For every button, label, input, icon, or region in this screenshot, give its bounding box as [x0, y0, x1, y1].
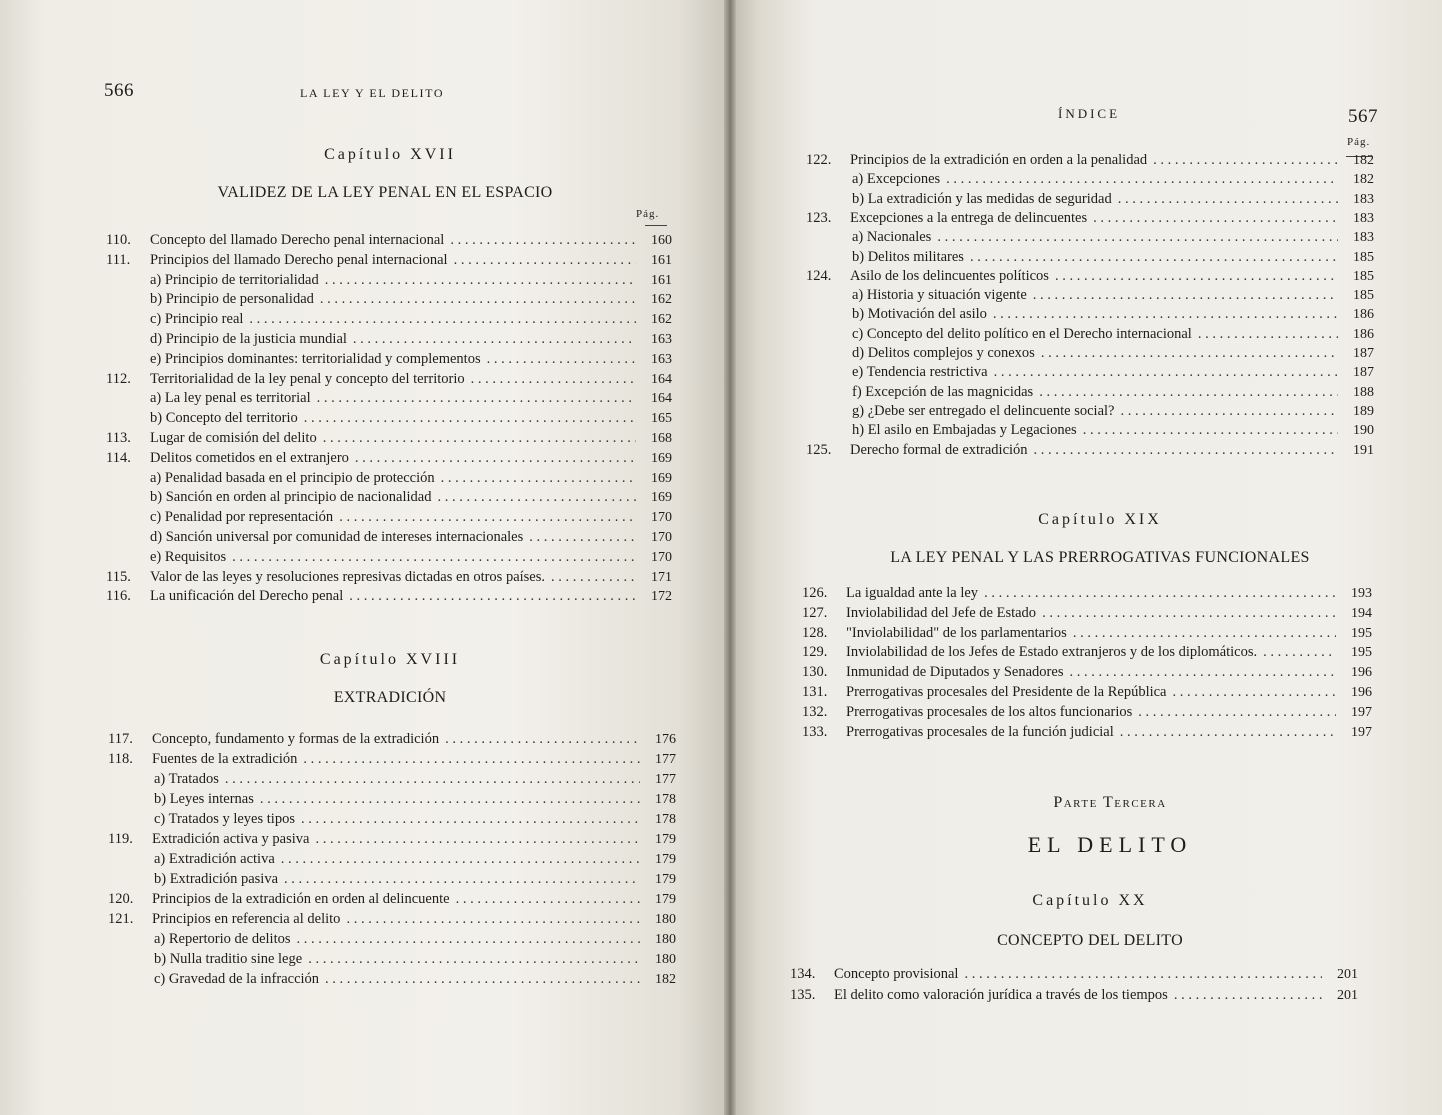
- entry-title: Prerrogativas procesales del Presidente de la República: [846, 684, 1167, 700]
- entry-number: 114.: [106, 449, 131, 466]
- entry-number: 131.: [802, 684, 828, 700]
- entry-number: 117.: [108, 731, 133, 747]
- toc-entry: [108, 891, 676, 911]
- toc-entry: [852, 171, 1374, 191]
- entry-number: 129.: [802, 644, 828, 661]
- leader-dots: [994, 364, 1338, 381]
- entry-page-number: 170: [651, 510, 672, 526]
- leader-dots: [1138, 704, 1336, 721]
- entry-page-number: 170: [651, 549, 672, 565]
- entry-page-number: 196: [1351, 665, 1372, 681]
- entry-title: b) Sanción en orden al principio de nacionalidad: [150, 489, 432, 506]
- leader-dots: [249, 311, 636, 328]
- entry-title: e) Tendencia restrictiva: [852, 364, 988, 381]
- toc-entry: [802, 684, 1372, 704]
- chapter-heading: Capítulo XX: [1032, 892, 1148, 909]
- leader-dots: [325, 971, 640, 988]
- toc-entry: [150, 291, 672, 311]
- chapter-heading: Capítulo XIX: [1038, 511, 1162, 528]
- entry-number: 133.: [802, 723, 828, 740]
- toc-entry: [106, 450, 672, 470]
- toc-entry: [154, 851, 676, 871]
- toc-entry: [154, 971, 676, 991]
- toc-entry: [790, 966, 1358, 986]
- entry-title: h) El asilo en Embajadas y Legaciones: [852, 422, 1077, 439]
- entry-title: c) Concepto del delito político en el Derecho internacional: [852, 325, 1192, 342]
- leader-dots: [260, 791, 640, 808]
- entry-page-number: 197: [1351, 724, 1372, 740]
- entry-page-number: 180: [655, 932, 676, 947]
- entry-page-number: 194: [1351, 605, 1372, 621]
- entry-number: 125.: [806, 441, 832, 458]
- toc-entry: [790, 987, 1358, 1007]
- toc-entry: [852, 229, 1374, 249]
- entry-page-number: 180: [655, 912, 676, 927]
- entry-page-number: 178: [655, 812, 676, 827]
- toc-entry: [150, 311, 672, 331]
- toc-entry: [106, 371, 672, 391]
- entry-title: Concepto, fundamento y formas de la extradición: [152, 731, 440, 747]
- entry-page-number: 180: [655, 952, 676, 967]
- entry-page-number: 186: [1353, 326, 1374, 342]
- leader-dots: [471, 371, 636, 388]
- entry-title: c) Penalidad por representación: [150, 509, 334, 526]
- toc-entry: [154, 871, 676, 891]
- entry-page-number: 193: [1351, 586, 1372, 601]
- toc-entry: [150, 549, 672, 569]
- toc-entry: [150, 470, 672, 490]
- running-head: LA LEY Y EL DELITO: [300, 86, 445, 100]
- entry-page-number: 185: [1353, 249, 1374, 265]
- toc-entry: [802, 644, 1372, 664]
- leader-dots: [529, 529, 636, 546]
- entry-number: 119.: [108, 831, 133, 847]
- page-column-rule: [645, 225, 667, 226]
- leader-dots: [225, 771, 640, 788]
- entry-title: Extradición activa y pasiva: [152, 831, 310, 847]
- leader-dots: [297, 931, 641, 948]
- entry-title: a) Penalidad basada en el principio de protección: [150, 469, 435, 486]
- entry-title: Concepto del llamado Derecho penal internacional: [150, 232, 445, 248]
- right-page: [730, 0, 1442, 1115]
- entry-number: 110.: [106, 232, 131, 248]
- entry-page-number: 162: [651, 312, 672, 328]
- toc-entry: [806, 210, 1374, 230]
- entry-title: a) Principio de territorialidad: [150, 271, 319, 288]
- toc-entry: [852, 287, 1374, 307]
- entry-number: 123.: [806, 209, 832, 226]
- entry-number: 135.: [790, 986, 816, 1003]
- entry-page-number: 191: [1353, 442, 1374, 458]
- leader-dots: [232, 549, 636, 566]
- entry-number: 127.: [802, 604, 828, 621]
- chapter-title: VALIDEZ DE LA LEY PENAL EN EL ESPACIO: [217, 184, 553, 201]
- toc-entry: [852, 364, 1374, 384]
- leader-dots: [1069, 664, 1336, 681]
- leader-dots: [1042, 605, 1336, 622]
- toc-entry: [106, 430, 672, 450]
- leader-dots: [301, 811, 640, 828]
- entry-title: Prerrogativas procesales de los altos funcionarios: [846, 703, 1133, 720]
- toc-entry: [802, 704, 1372, 724]
- leader-dots: [1153, 152, 1338, 169]
- entry-title: b) Extradición pasiva: [154, 871, 279, 887]
- entry-title: a) Repertorio de delitos: [154, 931, 291, 947]
- toc-entry: [802, 724, 1372, 744]
- toc-entry: [150, 331, 672, 351]
- toc-entry: [154, 771, 676, 791]
- entry-title: a) Extradición activa: [154, 851, 275, 867]
- entry-page-number: 195: [1351, 645, 1372, 661]
- entry-page-number: 182: [1353, 172, 1374, 188]
- leader-dots: [454, 252, 636, 269]
- leader-dots: [1174, 987, 1322, 1004]
- entry-page-number: 182: [655, 972, 676, 987]
- entry-title: Prerrogativas procesales de la función judicial: [846, 723, 1114, 740]
- toc-entry: [802, 664, 1372, 684]
- leader-dots: [1039, 384, 1338, 401]
- entry-page-number: 171: [651, 569, 672, 585]
- entry-title: c) Tratados y leyes tipos: [154, 811, 295, 827]
- toc-entry: [108, 731, 676, 751]
- entry-title: Delitos cometidos en el extranjero: [150, 449, 349, 466]
- entry-title: Principios del llamado Derecho penal internacional: [150, 251, 448, 268]
- leader-dots: [450, 232, 636, 249]
- entry-number: 126.: [802, 585, 828, 601]
- entry-number: 118.: [108, 751, 133, 767]
- entry-number: 121.: [108, 911, 134, 927]
- entry-page-number: 185: [1353, 268, 1374, 284]
- toc-entry: [802, 605, 1372, 625]
- toc-entry: [806, 442, 1374, 462]
- toc-entry: [106, 588, 672, 608]
- entry-title: Derecho formal de extradición: [850, 441, 1028, 458]
- entry-title: "Inviolabilidad" de los parlamentarios: [846, 624, 1067, 641]
- entry-page-number: 179: [655, 872, 676, 887]
- entry-title: a) Tratados: [154, 771, 219, 787]
- leader-dots: [1083, 422, 1338, 439]
- entry-page-number: 164: [651, 391, 672, 407]
- entry-number: 111.: [106, 251, 131, 268]
- toc-entry: [154, 791, 676, 811]
- toc-entry: [154, 811, 676, 831]
- entry-number: 115.: [106, 568, 131, 585]
- leader-dots: [993, 306, 1338, 323]
- chapter-title: EXTRADICIÓN: [333, 689, 447, 706]
- leader-dots: [1263, 644, 1336, 661]
- leader-dots: [353, 331, 636, 348]
- entry-page-number: 165: [651, 411, 672, 427]
- entry-page-number: 163: [651, 351, 672, 367]
- leader-dots: [281, 851, 640, 868]
- entry-page-number: 196: [1351, 685, 1372, 700]
- entry-page-number: 164: [651, 371, 672, 387]
- entry-title: e) Requisitos: [150, 548, 227, 565]
- entry-page-number: 163: [651, 332, 672, 347]
- leader-dots: [1033, 287, 1338, 304]
- entry-title: Territorialidad de la ley penal y concepto del territorio: [150, 370, 465, 387]
- toc-entry: [852, 422, 1374, 442]
- part-title: EL DELITO: [1027, 832, 1193, 857]
- toc-entry: [106, 569, 672, 589]
- toc-entry: [108, 751, 676, 771]
- leader-dots: [325, 272, 636, 289]
- entry-page-number: 179: [655, 832, 676, 847]
- toc-entry: [108, 831, 676, 851]
- entry-title: c) Principio real: [150, 311, 244, 328]
- entry-number: 124.: [806, 267, 832, 284]
- entry-page-number: 195: [1351, 625, 1372, 641]
- leader-dots: [303, 751, 640, 768]
- leader-dots: [964, 966, 1322, 983]
- entry-title: La unificación del Derecho penal: [150, 588, 344, 605]
- entry-page-number: 187: [1353, 365, 1374, 381]
- entry-title: Principios en referencia al delito: [152, 911, 341, 927]
- leader-dots: [1120, 724, 1336, 741]
- entry-title: Principios de la extradición en orden al delincuente: [152, 891, 450, 907]
- entry-title: g) ¿Debe ser entregado el delincuente social?: [852, 402, 1115, 419]
- entry-title: a) Nacionales: [852, 229, 932, 246]
- entry-title: b) Principio de personalidad: [150, 291, 314, 308]
- entry-number: 116.: [106, 588, 131, 605]
- toc-entry: [852, 249, 1374, 269]
- entry-page-number: 176: [655, 732, 676, 747]
- leader-dots: [1120, 403, 1338, 420]
- toc-entry: [154, 931, 676, 951]
- part-heading: Parte Tercera: [1053, 794, 1167, 811]
- entry-page-number: 183: [1353, 210, 1374, 226]
- toc-entry: [154, 951, 676, 971]
- leader-dots: [1034, 442, 1338, 459]
- entry-page-number: 185: [1353, 288, 1374, 304]
- leader-dots: [284, 871, 640, 888]
- toc-entry: [852, 403, 1374, 423]
- entry-title: Lugar de comisión del delito: [150, 430, 317, 446]
- toc-entry: [852, 326, 1374, 346]
- leader-dots: [1173, 684, 1337, 701]
- entry-title: Concepto provisional: [834, 966, 959, 982]
- entry-title: a) Excepciones: [852, 171, 941, 188]
- toc-entry: [802, 625, 1372, 645]
- entry-title: b) Motivación del asilo: [852, 306, 987, 323]
- entry-title: a) La ley penal es territorial: [150, 390, 311, 407]
- leader-dots: [339, 509, 636, 526]
- entry-title: Inviolabilidad del Jefe de Estado: [846, 604, 1037, 621]
- entry-title: e) Principios dominantes: territorialidad y complementos: [150, 350, 481, 367]
- entry-page-number: 187: [1353, 346, 1374, 361]
- leader-dots: [1093, 210, 1338, 227]
- entry-page-number: 179: [655, 852, 676, 867]
- entry-page-number: 169: [651, 450, 672, 466]
- page-column-label: Pág.: [636, 208, 660, 220]
- entry-title: b) Leyes internas: [154, 791, 254, 807]
- entry-title: f) Excepción de las magnicidas: [852, 383, 1034, 400]
- toc-entry: [852, 384, 1374, 404]
- entry-page-number: 186: [1353, 307, 1374, 323]
- entry-page-number: 169: [651, 470, 672, 486]
- entry-title: d) Sanción universal por comunidad de intereses internacionales: [150, 529, 524, 545]
- toc-entry: [106, 232, 672, 252]
- entry-number: 130.: [802, 664, 828, 681]
- toc-entry: [150, 529, 672, 549]
- entry-title: Valor de las leyes y resoluciones represivas dictadas en otros países.: [150, 568, 546, 585]
- book-gutter: [724, 0, 736, 1115]
- entry-page-number: 177: [655, 752, 676, 767]
- leader-dots: [445, 731, 640, 748]
- entry-title: b) Nulla traditio sine lege: [154, 951, 303, 967]
- leader-dots: [551, 569, 636, 586]
- entry-number: 122.: [806, 152, 832, 168]
- leader-dots: [308, 951, 640, 968]
- entry-number: 134.: [790, 966, 816, 982]
- leader-dots: [437, 489, 636, 506]
- leader-dots: [1118, 191, 1338, 208]
- toc-entry: [150, 509, 672, 529]
- toc-entry: [806, 268, 1374, 288]
- entry-title: d) Principio de la justicia mundial: [150, 331, 347, 347]
- toc-entry: [802, 585, 1372, 605]
- chapter-title: LA LEY PENAL Y LAS PRERROGATIVAS FUNCIONALES: [890, 549, 1310, 566]
- entry-title: Fuentes de la extradición: [152, 751, 298, 767]
- leader-dots: [1041, 345, 1338, 362]
- entry-number: 120.: [108, 891, 134, 907]
- entry-page-number: 188: [1353, 384, 1374, 400]
- toc-entry: [852, 345, 1374, 365]
- entry-page-number: 172: [651, 589, 672, 605]
- entry-number: 128.: [802, 624, 828, 641]
- entry-page-number: 168: [651, 431, 672, 446]
- entry-page-number: 183: [1353, 191, 1374, 207]
- entry-title: b) Concepto del territorio: [150, 410, 298, 427]
- toc-entry: [806, 152, 1374, 172]
- leader-dots: [984, 585, 1336, 602]
- entry-title: Inviolabilidad de los Jefes de Estado extranjeros y de los diplomáticos.: [846, 644, 1258, 661]
- toc-entry: [150, 410, 672, 430]
- leader-dots: [1198, 326, 1338, 343]
- leader-dots: [1073, 625, 1336, 642]
- entry-page-number: 183: [1353, 230, 1374, 246]
- page-number: 566: [104, 80, 134, 101]
- leader-dots: [349, 588, 636, 605]
- toc-entry: [150, 390, 672, 410]
- entry-page-number: 190: [1353, 423, 1374, 439]
- entry-title: Principios de la extradición en orden a la penalidad: [850, 152, 1148, 168]
- toc-entry: [150, 272, 672, 292]
- entry-page-number: 178: [655, 792, 676, 807]
- leader-dots: [441, 470, 636, 487]
- leader-dots: [937, 229, 1338, 246]
- entry-page-number: 201: [1337, 987, 1358, 1003]
- leader-dots: [323, 430, 636, 447]
- leader-dots: [315, 831, 640, 848]
- entry-title: Excepciones a la entrega de delincuentes: [850, 209, 1088, 226]
- entry-page-number: 161: [651, 272, 672, 288]
- leader-dots: [317, 390, 636, 407]
- toc-entry: [106, 252, 672, 272]
- entry-page-number: 177: [655, 772, 676, 787]
- entry-page-number: 169: [651, 490, 672, 506]
- entry-title: El delito como valoración jurídica a través de los tiempos: [834, 986, 1168, 1003]
- entry-title: d) Delitos complejos y conexos: [852, 345, 1035, 361]
- entry-number: 112.: [106, 370, 131, 387]
- leader-dots: [970, 249, 1338, 266]
- leader-dots: [1055, 268, 1338, 285]
- entry-page-number: 197: [1351, 704, 1372, 720]
- entry-number: 132.: [802, 703, 828, 720]
- chapter-title: CONCEPTO DEL DELITO: [997, 932, 1183, 949]
- entry-title: Asilo de los delincuentes políticos: [850, 267, 1049, 284]
- leader-dots: [346, 911, 640, 928]
- entry-page-number: 189: [1353, 403, 1374, 419]
- leader-dots: [355, 450, 636, 467]
- toc-entry: [150, 489, 672, 509]
- entry-page-number: 182: [1353, 153, 1374, 168]
- entry-page-number: 170: [651, 530, 672, 545]
- entry-page-number: 179: [655, 892, 676, 907]
- chapter-heading: Capítulo XVIII: [319, 651, 461, 668]
- entry-number: 113.: [106, 430, 131, 446]
- entry-page-number: 160: [651, 233, 672, 248]
- toc-entry: [852, 191, 1374, 211]
- entry-title: La igualdad ante la ley: [846, 585, 979, 601]
- toc-entry: [150, 351, 672, 371]
- page-column-label: Pág.: [1347, 136, 1371, 148]
- entry-title: b) Delitos militares: [852, 248, 964, 265]
- leader-dots: [304, 410, 636, 427]
- leader-dots: [456, 891, 640, 908]
- entry-page-number: 201: [1337, 967, 1358, 982]
- entry-page-number: 161: [651, 252, 672, 268]
- toc-entry: [108, 911, 676, 931]
- entry-title: c) Gravedad de la infracción: [154, 971, 320, 987]
- leader-dots: [487, 351, 636, 368]
- entry-page-number: 162: [651, 292, 672, 308]
- toc-entry: [852, 306, 1374, 326]
- page-number: 567: [1348, 106, 1378, 127]
- entry-title: b) La extradición y las medidas de seguridad: [852, 190, 1112, 207]
- leader-dots: [320, 291, 636, 308]
- leader-dots: [946, 171, 1338, 188]
- running-head: ÍNDICE: [1058, 106, 1121, 121]
- entry-title: a) Historia y situación vigente: [852, 287, 1027, 304]
- entry-title: Inmunidad de Diputados y Senadores: [846, 664, 1064, 681]
- chapter-heading: Capítulo XVII: [324, 146, 456, 163]
